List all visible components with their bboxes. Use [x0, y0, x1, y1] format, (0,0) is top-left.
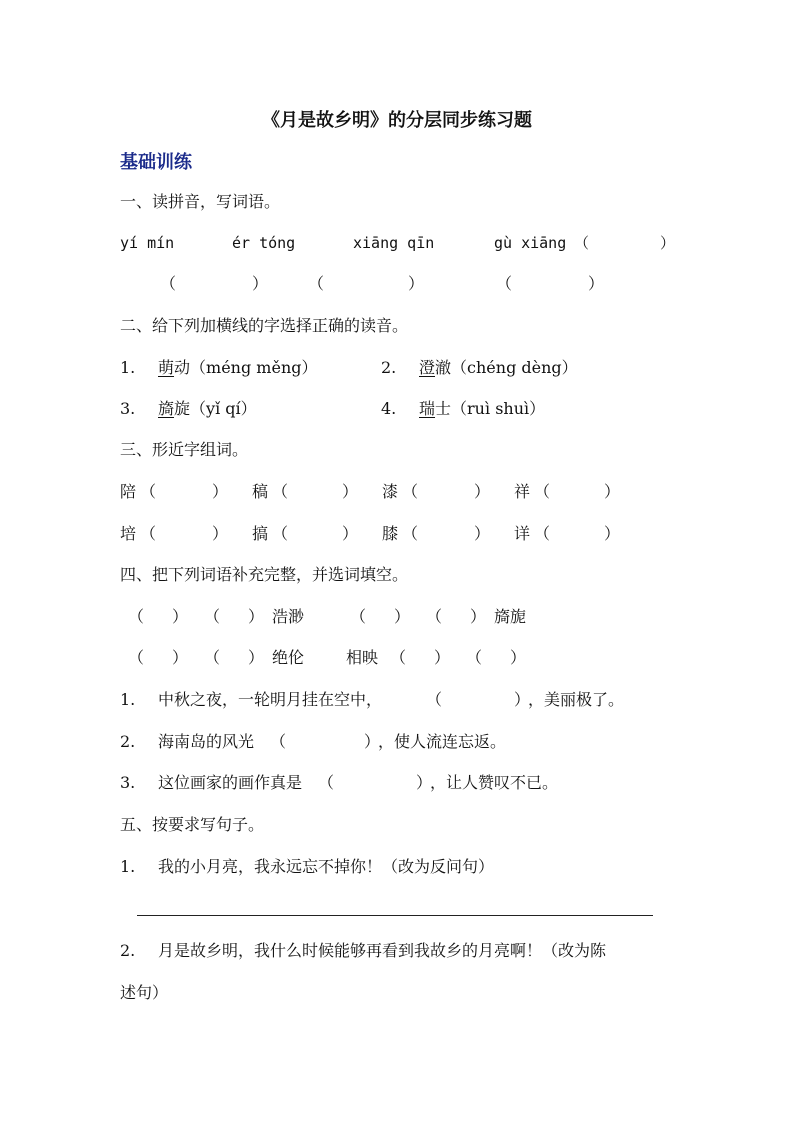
q2-item-4-num: 4.	[381, 399, 397, 418]
q5-sentence-2-cont: 述句）	[120, 983, 169, 1002]
sentence-num: 3.	[120, 773, 136, 792]
answer-paren-close: ）	[364, 732, 381, 751]
underlined-char: 瑞	[419, 399, 436, 418]
answer-paren-open: （	[204, 648, 221, 667]
answer-paren-close: ）	[408, 274, 425, 293]
answer-paren-close: ）	[604, 524, 621, 543]
reading-options: （ruì shuì）	[451, 399, 546, 418]
answer-paren-close: ）	[342, 524, 359, 543]
answer-paren-close: ）	[660, 234, 676, 252]
q2-heading: 二、给下列加横线的字选择正确的读音。	[120, 316, 409, 335]
q3-char: 漆	[382, 482, 399, 501]
sentence-before: 这位画家的画作真是	[158, 773, 303, 792]
answer-paren-open: （	[466, 648, 483, 667]
answer-paren-open: （	[402, 524, 419, 543]
q3-char: 培	[120, 524, 137, 543]
q3-heading: 三、形近字组词。	[120, 440, 249, 459]
q4-word: 浩渺	[272, 607, 305, 626]
word-rest: 澈	[435, 358, 452, 377]
q5-heading: 五、按要求写句子。	[120, 815, 265, 834]
document-title: 《月是故乡明》的分层同步练习题	[262, 110, 532, 131]
answer-paren-open: （	[270, 732, 287, 751]
answer-paren-close: ）	[514, 690, 531, 709]
answer-paren-open: （	[534, 482, 551, 501]
answer-paren-open: （	[402, 482, 419, 501]
pinyin-4: gù xiāng	[494, 234, 567, 252]
q2-item-4-word	[419, 398, 545, 420]
answer-paren-close: ）	[252, 274, 269, 293]
answer-line[interactable]	[137, 915, 653, 916]
sentence-after: ，让人赞叹不已。	[430, 773, 559, 792]
sentence-before: 海南岛的风光	[158, 732, 255, 751]
word-rest: 旋	[174, 399, 191, 418]
underlined-char: 旖	[158, 399, 175, 418]
answer-paren-close: ）	[212, 482, 229, 501]
q2-item-3-num: 3.	[120, 399, 136, 418]
reading-options: （méng měng）	[190, 358, 318, 377]
answer-paren-open: （	[426, 607, 443, 626]
answer-paren-close: ）	[416, 773, 433, 792]
answer-paren-close: ）	[470, 607, 487, 626]
q2-item-3-word	[158, 398, 257, 420]
answer-paren-close: ）	[342, 482, 359, 501]
sentence-before: 中秋之夜，一轮明月挂在空中，	[158, 690, 383, 709]
sentence-after: ，美丽极了。	[528, 690, 625, 709]
underlined-char: 萌	[158, 358, 175, 377]
answer-paren-close: ）	[434, 648, 451, 667]
q4-word: 相映	[346, 648, 379, 667]
q3-char: 稿	[252, 482, 269, 501]
sentence-num: 2.	[120, 732, 136, 751]
sentence-num: 1.	[120, 690, 136, 709]
q3-char: 祥	[514, 482, 531, 501]
q3-char: 详	[514, 524, 531, 543]
pinyin-2: ér tóng	[232, 234, 296, 252]
answer-paren-open: （	[308, 274, 325, 293]
answer-paren-open: （	[272, 524, 289, 543]
reading-options: （yǐ qí）	[190, 399, 257, 418]
word-rest: 士	[435, 399, 452, 418]
answer-paren-open: （	[272, 482, 289, 501]
answer-paren-close: ）	[172, 607, 189, 626]
sentence-text: 我的小月亮，我永远忘不掉你！（改为反问句）	[158, 857, 495, 876]
answer-paren-close: ）	[248, 607, 265, 626]
answer-paren-close: ）	[474, 482, 491, 501]
answer-paren-open: （	[350, 607, 367, 626]
q2-item-2-word	[419, 357, 578, 379]
answer-paren-close: ）	[588, 274, 605, 293]
answer-paren-open: （	[426, 690, 443, 709]
answer-paren-open: （	[390, 648, 407, 667]
q4-heading: 四、把下列词语补充完整，并选词填空。	[120, 565, 409, 584]
underlined-char: 澄	[419, 358, 436, 377]
section-basic-training: 基础训练	[120, 152, 192, 173]
pinyin-3: xiāng qīn	[353, 234, 435, 252]
q2-item-1-word	[158, 357, 318, 379]
answer-paren-open: （	[128, 607, 145, 626]
q3-char: 陪	[120, 482, 137, 501]
answer-paren-close: ）	[248, 648, 265, 667]
sentence-num: 2.	[120, 941, 136, 960]
answer-paren-close: ）	[474, 524, 491, 543]
answer-paren-open: （	[496, 274, 513, 293]
answer-paren-close: ）	[604, 482, 621, 501]
answer-paren-close: ）	[172, 648, 189, 667]
q2-item-2-num: 2.	[381, 358, 397, 377]
answer-paren-open: （	[534, 524, 551, 543]
q4-word: 旖旎	[494, 607, 527, 626]
word-rest: 动	[174, 358, 191, 377]
answer-paren-close: ）	[394, 607, 411, 626]
q1-heading: 一、读拼音，写词语。	[120, 192, 281, 211]
answer-paren-close: ）	[212, 524, 229, 543]
sentence-text-line-1: 月是故乡明，我什么时候能够再看到我故乡的月亮啊！（改为陈	[158, 941, 607, 960]
q3-char: 搞	[252, 524, 269, 543]
sentence-num: 1.	[120, 857, 136, 876]
answer-paren-open: （	[318, 773, 335, 792]
pinyin-1: yí mín	[120, 234, 175, 252]
answer-paren-close: ）	[510, 648, 527, 667]
q4-word: 绝伦	[272, 648, 305, 667]
q3-char: 膝	[382, 524, 399, 543]
answer-paren-open: （	[204, 607, 221, 626]
sentence-after: ，使人流连忘返。	[378, 732, 507, 751]
answer-paren-open: （	[574, 234, 590, 252]
q2-item-1-num: 1.	[120, 358, 136, 377]
answer-paren-open: （	[140, 482, 157, 501]
answer-paren-open: （	[160, 274, 177, 293]
reading-options: （chéng dèng）	[451, 358, 578, 377]
answer-paren-open: （	[140, 524, 157, 543]
answer-paren-open: （	[128, 648, 145, 667]
